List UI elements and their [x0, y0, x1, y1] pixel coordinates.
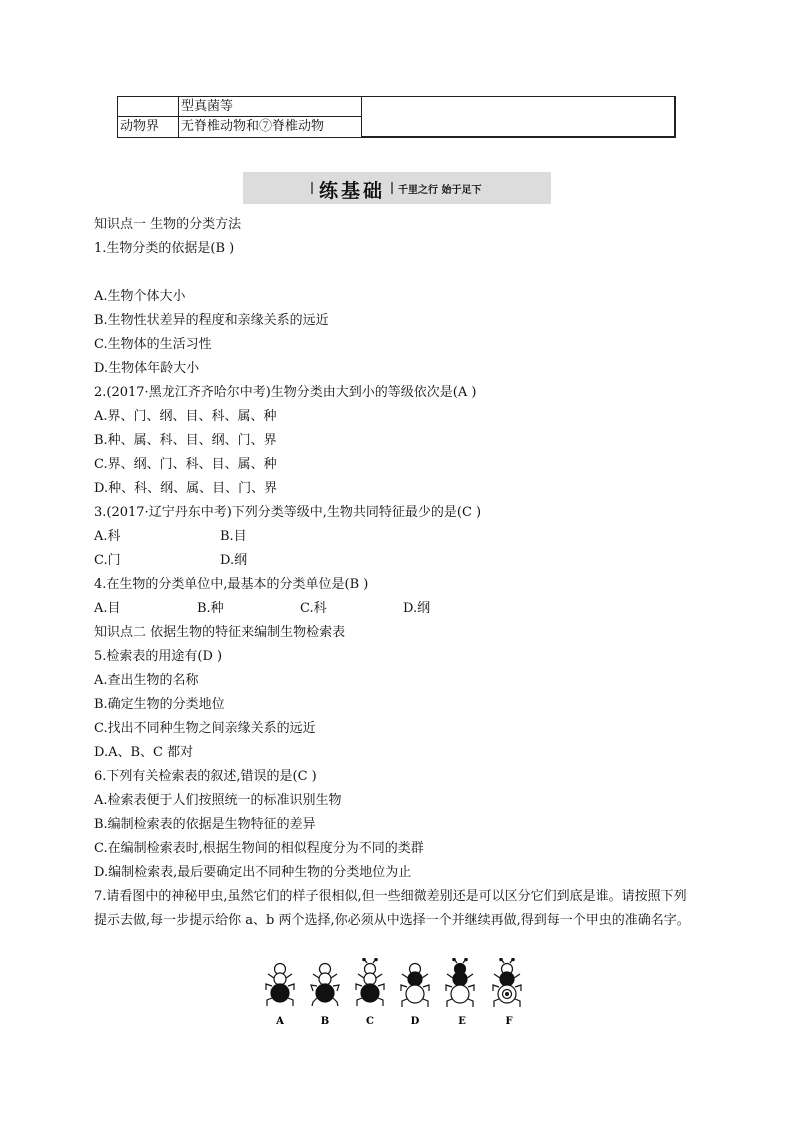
- option: C.在编制检索表时,根据生物间的相似程度分为不同的类群: [94, 841, 424, 856]
- beetle-label-a: A: [276, 1016, 284, 1027]
- beetle-f-illustration: [493, 958, 521, 1007]
- option: A.生物个体大小: [94, 289, 186, 304]
- classification-table: [117, 96, 676, 138]
- section-heading: 知识点一 生物的分类方法: [94, 217, 242, 232]
- kingdom-cell: 动物界: [118, 117, 179, 137]
- option: D.纲: [403, 601, 431, 616]
- note-cell: [362, 97, 676, 138]
- option: C.生物体的生活习性: [94, 337, 212, 352]
- section-banner: [243, 172, 551, 204]
- option: A.查出生物的名称: [94, 673, 199, 688]
- question-1: 1.生物分类的依据是(B ): [94, 241, 235, 256]
- option: B.编制检索表的依据是生物特征的差异: [94, 817, 316, 832]
- question-2: 2.(2017·黑龙江齐齐哈尔中考)生物分类由大到小的等级依次是(A ): [94, 385, 477, 400]
- option: D.种、科、纲、属、目、门、界: [94, 481, 278, 496]
- option: B.目: [220, 529, 247, 544]
- option: C.界、纲、门、科、目、属、种: [94, 457, 277, 472]
- question-6: 6.下列有关检索表的叙述,错误的是(C ): [94, 769, 317, 784]
- option: D.编制检索表,最后要确定出不同种生物的分类地位为止: [94, 865, 412, 880]
- beetle-e-illustration: [446, 958, 474, 1007]
- option: A.目: [94, 601, 121, 616]
- beetle-a-illustration: [266, 964, 294, 1007]
- question-5: 5.检索表的用途有(D ): [94, 649, 223, 664]
- exercise-content: [94, 213, 694, 933]
- beetle-figure: [262, 958, 532, 1028]
- question-3: 3.(2017·辽宁丹东中考)下列分类等级中,生物共同特征最少的是(C ): [94, 505, 482, 520]
- table-row: [118, 97, 676, 117]
- banner-motto: 千里之行 始于足下: [398, 185, 482, 196]
- option: D.生物体年龄大小: [94, 361, 200, 376]
- options-row: [94, 549, 694, 573]
- examples-cell: 型真菌等: [179, 97, 362, 117]
- beetle-label-d: D: [410, 1016, 420, 1027]
- question-7: 7.请看图中的神秘甲虫,虽然它们的样子很相似,但一些细微差别还是可以区分它们到底是谁。请按照下列提示去做,每一步提示给你 a、b 两个选择,你必须从中选择一个并继续再做,得到每一个甲虫的准确名字。: [94, 889, 690, 928]
- beetle-label-f: F: [505, 1016, 513, 1027]
- beetle-figure-svg: [262, 958, 532, 1028]
- beetle-label-c: C: [366, 1016, 374, 1027]
- banner-divider: [391, 182, 393, 194]
- options-row: [94, 525, 694, 549]
- beetle-label-e: E: [458, 1016, 466, 1027]
- options-row: [94, 597, 694, 621]
- option: B.种、属、科、目、纲、门、界: [94, 433, 277, 448]
- option: B.生物性状差异的程度和亲缘关系的远近: [94, 313, 329, 328]
- option: B.确定生物的分类地位: [94, 697, 225, 712]
- examples-cell: 无脊椎动物和⑦脊椎动物: [179, 117, 362, 137]
- option: A.科: [94, 529, 121, 544]
- option: C.门: [94, 553, 121, 568]
- beetle-d-illustration: [401, 964, 429, 1008]
- option: A.界、门、纲、目、科、属、种: [94, 409, 277, 424]
- kingdom-cell: [118, 97, 179, 117]
- beetle-b-illustration: [311, 964, 339, 1007]
- section-heading: 知识点二 依据生物的特征来编制生物检索表: [94, 625, 346, 640]
- beetle-label-b: B: [320, 1016, 330, 1027]
- option: D.纲: [220, 553, 248, 568]
- option: C.科: [300, 601, 327, 616]
- beetle-c-illustration: [356, 958, 384, 1006]
- question-4: 4.在生物的分类单位中,最基本的分类单位是(B ): [94, 577, 369, 592]
- option: C.找出不同种生物之间亲缘关系的远近: [94, 721, 316, 736]
- blank-line: [94, 261, 694, 285]
- banner-title: 练基础: [319, 180, 386, 202]
- option: D.A、B、C 都对: [94, 745, 194, 760]
- option: B.种: [197, 601, 224, 616]
- banner-divider: [311, 182, 313, 194]
- option: A.检索表便于人们按照统一的标准识别生物: [94, 793, 342, 808]
